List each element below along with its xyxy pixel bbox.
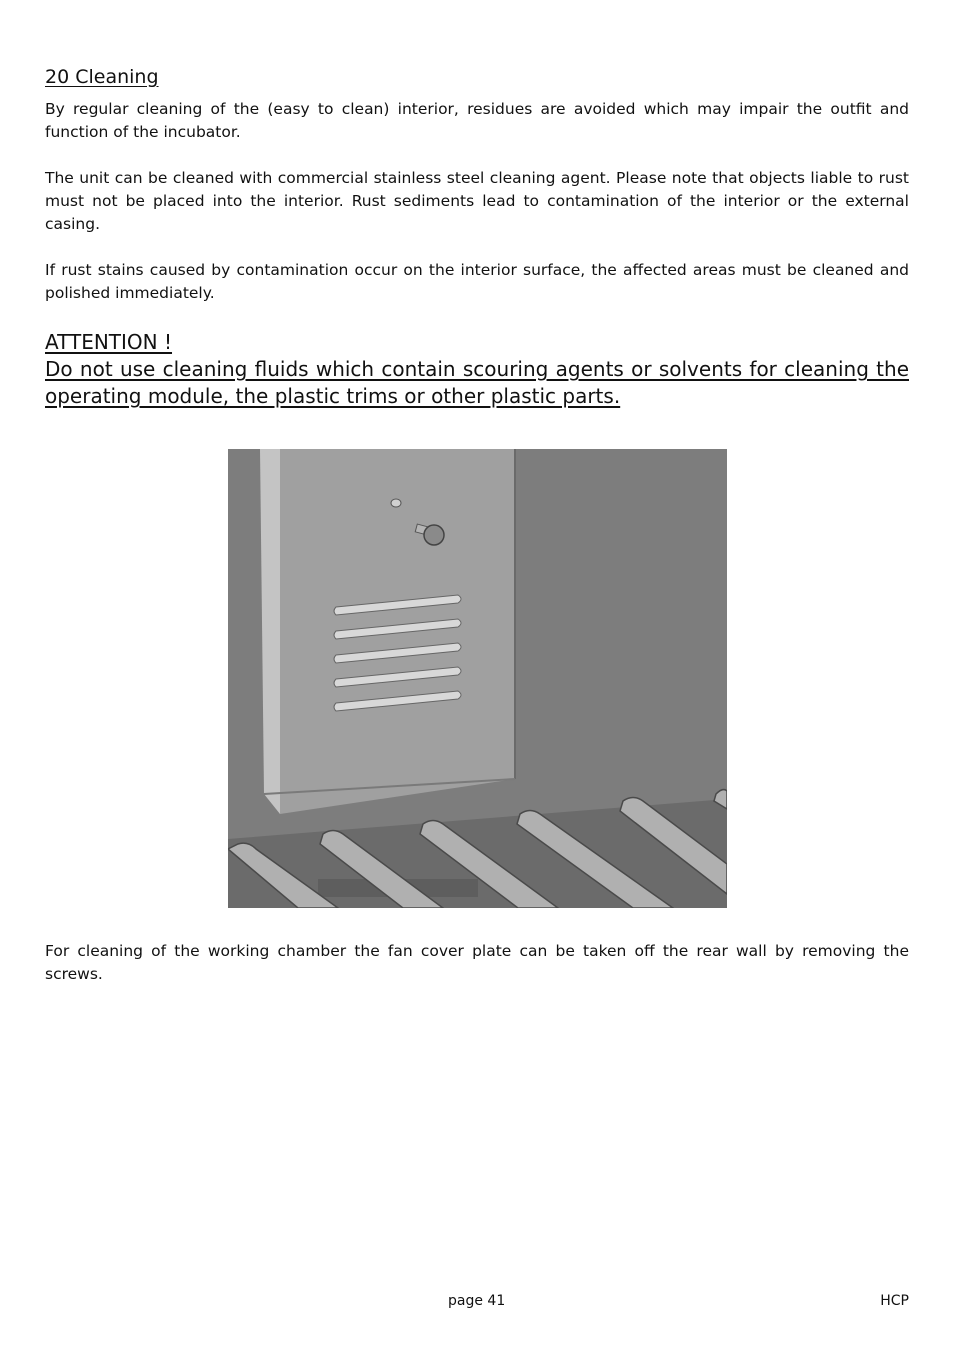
page-number: page 41 — [448, 1293, 506, 1309]
fan-cover-plate-illustration — [228, 449, 727, 908]
paragraph-rust-stains: If rust stains caused by contamination occur on the interior surface, the affected areas must be cleaned and polished immediately. — [45, 261, 909, 302]
paragraph-cleaning-agent: The unit can be cleaned with commercial stainless steel cleaning agent. Please note that objects liable to rust must not be placed into the interior. Rust sediments lead to contamination of the interior or the external casing. — [45, 169, 909, 233]
paragraph-regular-cleaning: By regular cleaning of the (easy to clean) interior, residues are avoided which may impair the outfit and function of the incubator. — [45, 100, 909, 141]
paragraph-fan-cover-removal: For cleaning of the working chamber the fan cover plate can be taken off the rear wall by removing the screws. — [45, 942, 909, 983]
document-code: HCP — [880, 1293, 909, 1309]
attention-notice — [45, 329, 909, 410]
attention-title: ATTENTION ! — [45, 330, 173, 354]
attention-text: Do not use cleaning fluids which contain scouring agents or solvents for cleaning the operating module, the plastic trims or other plastic parts. — [45, 357, 909, 408]
section-heading: 20 Cleaning — [45, 66, 159, 88]
